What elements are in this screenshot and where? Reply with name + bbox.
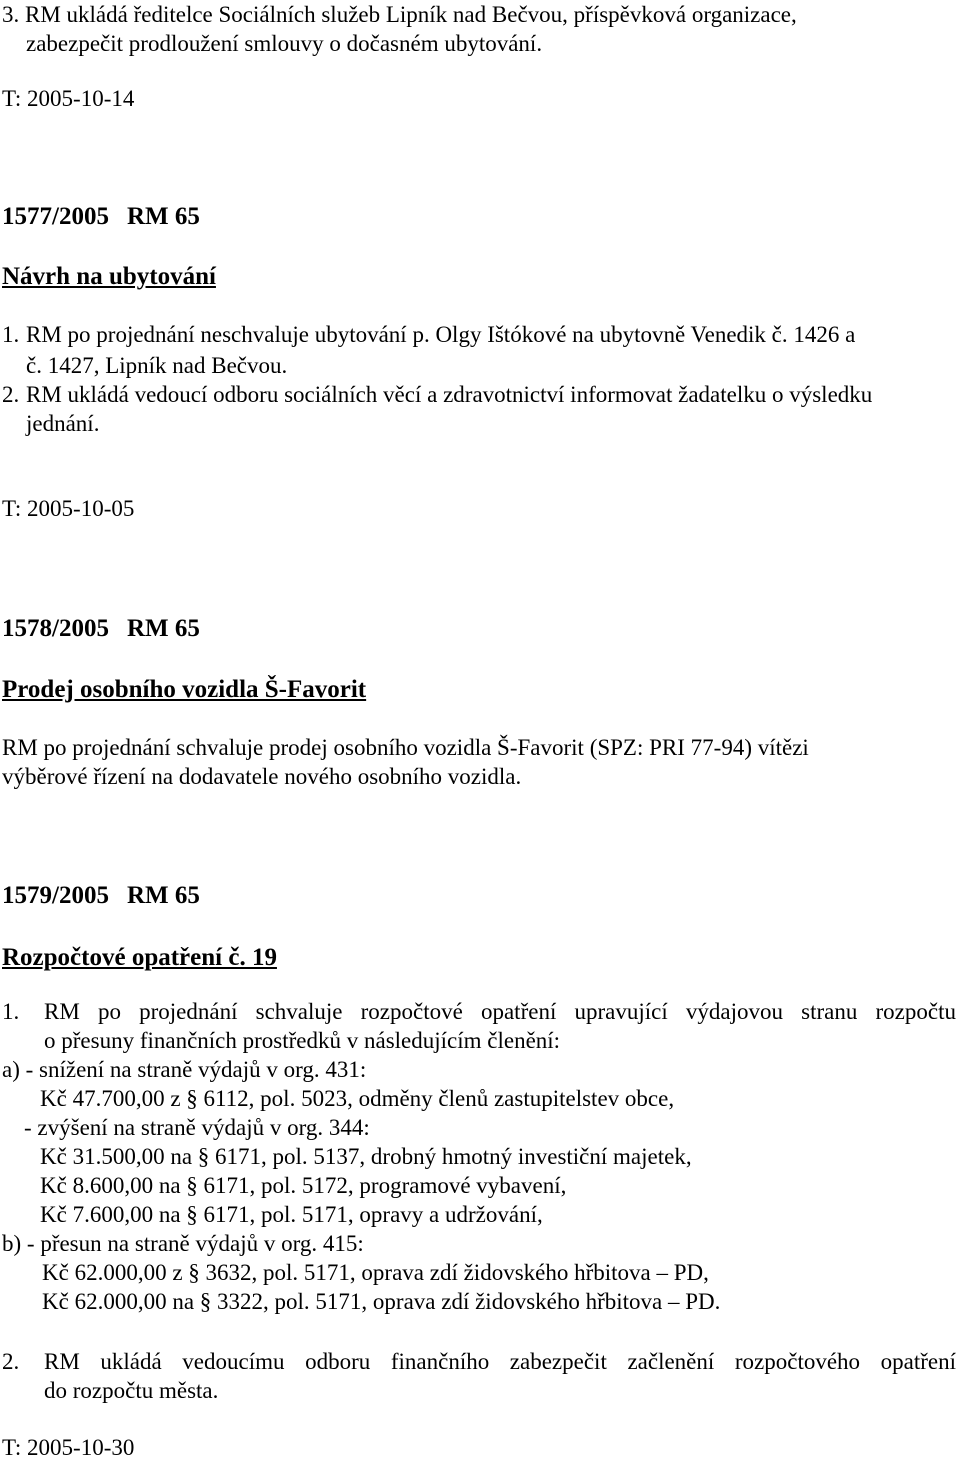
resolution-title: Prodej osobního vozidla Š-Favorit: [2, 676, 367, 703]
increase-line: - zvýšení na straně výdajů v org. 344:: [24, 1115, 370, 1140]
term-date: T: 2005-10-30: [2, 1435, 135, 1460]
resolution-id: 1579/2005: [2, 882, 109, 909]
budget-line: Kč 31.500,00 na § 6171, pol. 5137, drobný hmotný investiční majetek,: [40, 1144, 692, 1169]
item1-line1: RM po projednání neschvaluje ubytování p. Olgy Ištókové na ubytovně Venedik č. 1426 a: [26, 322, 856, 347]
item1-line1: RM po projednání schvaluje rozpočtové opatření upravující výdajovou stranu rozpočtu: [44, 999, 956, 1024]
body-line1: RM po projednání schvaluje prodej osobního vozidla Š-Favorit (SPZ: PRI 77-94) vítězi: [2, 735, 809, 760]
item1-line2: o přesuny finančních prostředků v následujícím členění:: [44, 1028, 561, 1053]
resolution-title: Návrh na ubytování: [2, 263, 216, 290]
term-date: T: 2005-10-14: [2, 86, 135, 111]
item2-line1: RM ukládá vedoucímu odboru finančního zabezpečit začlenění rozpočtového opatření: [44, 1349, 956, 1374]
resolution-rm: RM 65: [126, 882, 200, 909]
term-date: T: 2005-10-05: [2, 496, 135, 521]
budget-line: Kč 62.000,00 z § 3632, pol. 5171, oprava zdí židovského hřbitova – PD,: [42, 1260, 709, 1285]
resolution-rm: RM 65: [126, 615, 200, 642]
resolution-rm: RM 65: [126, 203, 200, 230]
body-line2: výběrové řízení na dodavatele nového osobního vozidla.: [2, 764, 522, 789]
resolution-id: 1577/2005: [2, 203, 109, 230]
section-b-line: b) - přesun na straně výdajů v org. 415:: [2, 1231, 364, 1256]
budget-line: Kč 8.600,00 na § 6171, pol. 5172, programové vybavení,: [40, 1173, 567, 1198]
item1-line2: č. 1427, Lipník nad Bečvou.: [26, 353, 288, 378]
budget-line: Kč 7.600,00 na § 6171, pol. 5171, opravy a udržování,: [40, 1202, 543, 1227]
item3-line1: 3. RM ukládá ředitelce Sociálních služeb Lipník nad Bečvou, příspěvková organizace,: [2, 2, 797, 27]
resolution-number: [2, 202, 200, 231]
resolution-number: [2, 614, 200, 643]
item-number: 1.: [2, 999, 20, 1024]
item3-line2: zabezpečit prodloužení smlouvy o dočasném ubytování.: [26, 31, 543, 56]
section-a-line: a) - snížení na straně výdajů v org. 431:: [2, 1057, 367, 1082]
item2-line1: RM ukládá vedoucí odboru sociálních věcí a zdravotnictví informovat žadatelku o výsledku: [26, 382, 873, 407]
item-number: 2.: [2, 1349, 20, 1374]
item2-line2: do rozpočtu města.: [44, 1378, 219, 1403]
item-number: 1.: [2, 322, 20, 347]
resolution-number: [2, 881, 200, 910]
budget-line: Kč 62.000,00 na § 3322, pol. 5171, oprava zdí židovského hřbitova – PD.: [42, 1289, 721, 1314]
budget-line: Kč 47.700,00 z § 6112, pol. 5023, odměny členů zastupitelstev obce,: [40, 1086, 675, 1111]
item-number: 2.: [2, 382, 20, 407]
resolution-id: 1578/2005: [2, 615, 109, 642]
resolution-title: Rozpočtové opatření č. 19: [2, 944, 277, 971]
item2-line2: jednání.: [26, 411, 100, 436]
